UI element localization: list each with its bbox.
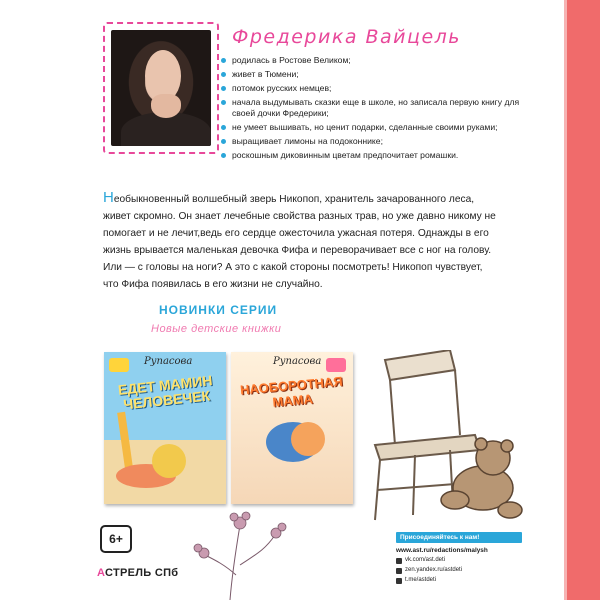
bullet-icon bbox=[221, 139, 226, 144]
bullet-icon bbox=[221, 72, 226, 77]
author-photo bbox=[111, 30, 211, 146]
series-title: НОВИНКИ СЕРИИ bbox=[159, 303, 278, 317]
series-badge-icon bbox=[326, 358, 346, 372]
bullet-icon bbox=[221, 125, 226, 130]
fact-item: живет в Тюмени; bbox=[220, 69, 520, 80]
fact-item: роскошным диковинным цветам предпочитает ромашки. bbox=[220, 150, 520, 161]
fact-item: начала выдумывать сказки еще в школе, но записала первую книгу для своей дочки Фредерики; bbox=[220, 97, 520, 119]
social-links-block bbox=[396, 532, 522, 585]
site-link[interactable]: www.ast.ru/redactions/malysh bbox=[396, 547, 488, 554]
book-spine bbox=[567, 0, 600, 600]
bullet-icon bbox=[221, 86, 226, 91]
zen-icon bbox=[396, 568, 402, 574]
publisher-logo: АСТРЕЛЬ СПб bbox=[97, 567, 179, 579]
chair-and-bear-illustration bbox=[355, 350, 525, 525]
book-title: НАОБОРОТНАЯ МАМА bbox=[239, 373, 344, 410]
author-photo-frame bbox=[103, 22, 219, 154]
fact-item: потомок русских немцев; bbox=[220, 83, 520, 94]
series-badge-icon bbox=[109, 358, 129, 372]
child-illustration bbox=[291, 422, 325, 456]
book-author: Рупасова bbox=[144, 356, 193, 367]
fact-item: выращивает лимоны на подоконнике; bbox=[220, 136, 520, 147]
book-title: ЕДЕТ МАМИН ЧЕЛОВЕЧЕК bbox=[117, 372, 214, 413]
publisher-mark: А bbox=[97, 567, 105, 579]
book-cover-naoborotnaya-mama bbox=[231, 352, 353, 504]
drop-cap: Н bbox=[103, 189, 114, 206]
fact-item: не умеет вышивать, но ценит подарки, сделанные своими руками; bbox=[220, 122, 520, 133]
bullet-icon bbox=[221, 100, 226, 105]
social-link-vk[interactable]: vk.com/ast.deti bbox=[396, 556, 522, 565]
book-cover-edet-mamin-chelovechek bbox=[104, 352, 226, 504]
author-name: Фредерика Вайцель bbox=[232, 26, 461, 48]
book-author: Рупасова bbox=[273, 356, 322, 367]
social-link-telegram[interactable]: t.me/astdeti bbox=[396, 576, 522, 585]
vk-icon bbox=[396, 558, 402, 564]
fact-item: родилась в Ростове Великом; bbox=[220, 55, 520, 66]
synopsis-text: еобыкновенный волшебный зверь Никопоп, хранитель зачарованного леса, живет скромно. Он знает лечебные свойства разных трав, но уже давно никому не помогает и не лечит,ведь его сердце ожесточила ужасная потеря. Однажды в его жизнь врывается маленькая девочка Фифа и переворачивает все с ног на голову. Или — с головы на ноги? А это с какой стороны посмотреть! Никопоп чувствует, что Фифа появилась в его жизни не случайно. bbox=[103, 194, 496, 290]
flower-illustration bbox=[190, 505, 300, 600]
bullet-icon bbox=[221, 58, 226, 63]
join-banner: Присоединяйтесь к нам! bbox=[396, 532, 522, 543]
author-facts-list bbox=[220, 55, 520, 164]
series-subtitle: Новые детские книжки bbox=[151, 323, 282, 335]
child-illustration bbox=[152, 444, 186, 478]
telegram-icon bbox=[396, 578, 402, 584]
social-link-zen[interactable]: zen.yandex.ru/astdeti bbox=[396, 566, 522, 575]
bullet-icon bbox=[221, 153, 226, 158]
age-rating-badge: 6+ bbox=[100, 525, 132, 553]
book-synopsis bbox=[103, 189, 496, 293]
